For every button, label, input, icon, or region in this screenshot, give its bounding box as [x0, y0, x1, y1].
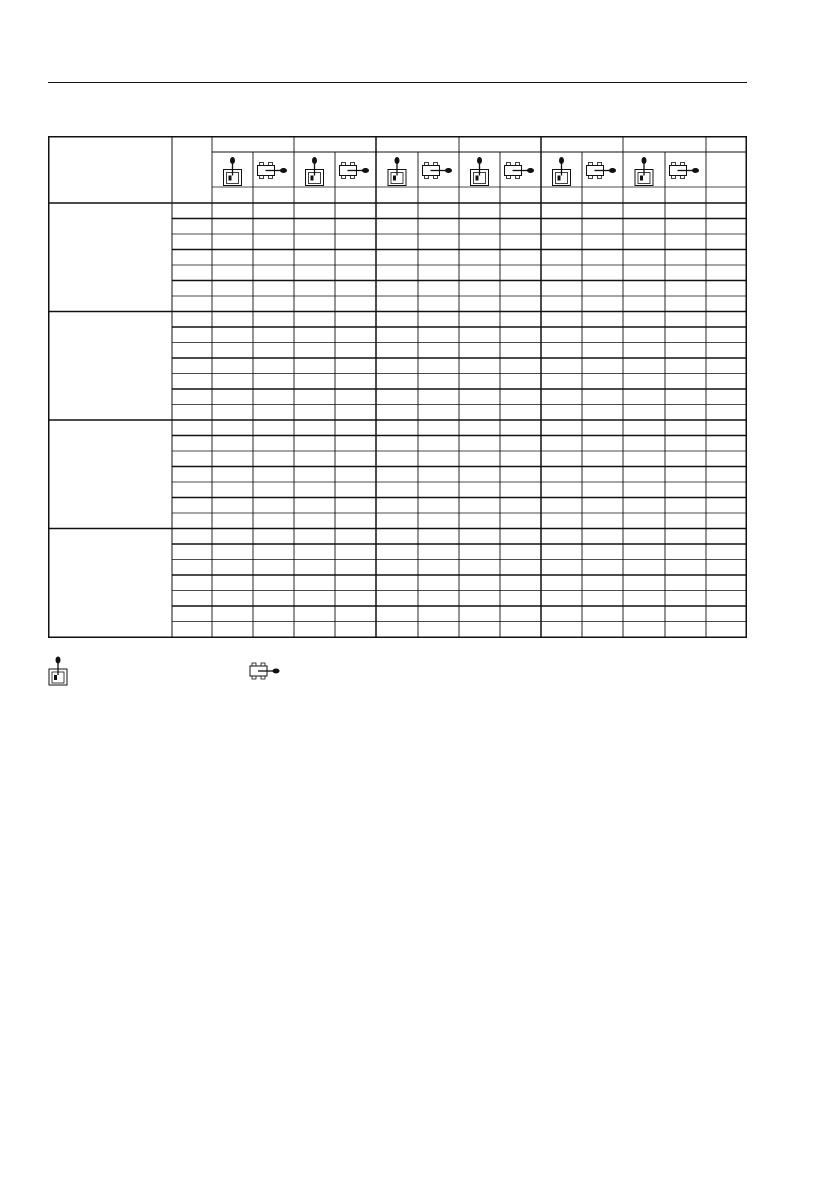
icon-legend: [48, 656, 747, 686]
horizontal-lifting-position-icon-shape: [250, 663, 280, 679]
vertical-lifting-position-icon: [471, 157, 489, 186]
horizontal-lifting-position-icon: [258, 163, 288, 179]
header-rule: [48, 82, 747, 83]
horizontal-lifting-position-icon: [340, 163, 370, 179]
table-border: [49, 137, 747, 638]
horizontal-lifting-position-icon: [670, 163, 700, 179]
vertical-lifting-position-icon: [48, 656, 68, 686]
legend-vertical: [48, 656, 74, 686]
horizontal-lifting-position-icon: [587, 163, 617, 179]
load-table-grid: [48, 136, 747, 638]
vertical-lifting-position-icon-shape: [49, 657, 67, 686]
legend-horizontal: [248, 656, 290, 686]
horizontal-lifting-position-icon: [423, 163, 453, 179]
horizontal-lifting-position-icon: [248, 661, 284, 681]
vertical-lifting-position-icon: [306, 157, 324, 186]
vertical-lifting-position-icon: [635, 157, 653, 186]
vertical-lifting-position-icon: [224, 157, 242, 186]
vertical-lifting-position-icon: [388, 157, 406, 186]
horizontal-lifting-position-icon: [505, 163, 535, 179]
vertical-lifting-position-icon: [553, 157, 571, 186]
load-table: [48, 136, 747, 638]
